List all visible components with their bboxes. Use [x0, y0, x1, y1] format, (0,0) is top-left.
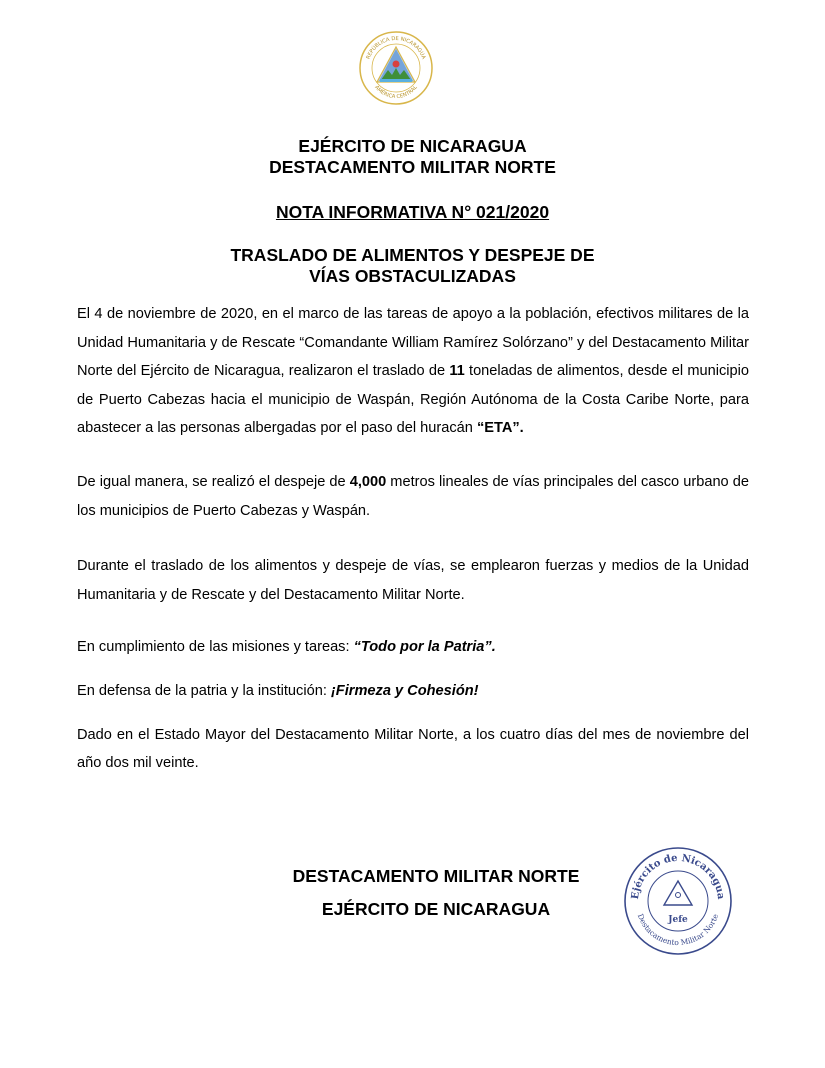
organization-heading [0, 136, 825, 178]
stamp-center-text: Jefe [668, 915, 688, 925]
paragraph-4: En cumplimiento de las misiones y tareas: “Todo por la Patria”. [77, 639, 496, 656]
stamp-text-lower: Destacamento Militar Norte [635, 912, 721, 948]
subject-line-2: VÍAS OBSTACULIZADAS [309, 266, 516, 286]
paragraph-2: De igual manera, se realizó el despeje de 4,000 metros lineales de vías principales del casco urbano de los municipios de Puerto Cabezas y Waspán. [77, 473, 749, 519]
coat-of-arms-icon [358, 30, 434, 106]
signature-block [246, 860, 626, 926]
paragraph-6: Dado en el Estado Mayor del Destacamento Militar Norte, a los cuatro días del mes de noviembre del año dos mil veinte. [77, 726, 749, 772]
signature-line-1: DESTACAMENTO MILITAR NORTE [292, 866, 580, 886]
seal-text-lower: AMÉRICA CENTRAL [373, 84, 419, 101]
org-line-1: EJÉRCITO DE NICARAGUA [298, 136, 527, 156]
document-body [77, 300, 749, 778]
paragraph-3: Durante el traslado de los alimentos y despeje de vías, se emplearon fuerzas y medios de la Unidad Humanitaria y de Rescate y del Destacamento Militar Norte. [77, 558, 749, 603]
org-line-2: DESTACAMENTO MILITAR NORTE [269, 157, 556, 177]
paragraph-1: El 4 de noviembre de 2020, en el marco de las tareas de apoyo a la población, efectivos militares de la Unidad Humanitaria y de Rescate “Comandante William Ramírez Solórzano” y del Destacamento Militar Norte del Ejército de Nicaragua, realizaron el traslado de 11 toneladas de alimentos, desde el municipio de Puerto Cabezas hacia el municipio de Waspán, Región Autónoma de la Costa Caribe Norte, para abastecer a las personas albergadas por el paso del huracán “ETA”. [77, 306, 749, 437]
subject-heading [0, 245, 825, 287]
stamp-text-upper: Ejército de Nicaragua [629, 852, 727, 900]
paragraph-5: En defensa de la patria y la institución: ¡Firmeza y Cohesión! [77, 682, 479, 699]
seal-text-upper: REPÚBLICA DE NICARAGUA [365, 35, 427, 61]
subject-line-1: TRASLADO DE ALIMENTOS Y DESPEJE DE [230, 245, 595, 265]
signature-line-2: EJÉRCITO DE NICARAGUA [321, 899, 551, 919]
nota-title: NOTA INFORMATIVA N° 021/2020 [275, 202, 550, 222]
official-stamp-icon [622, 845, 734, 957]
